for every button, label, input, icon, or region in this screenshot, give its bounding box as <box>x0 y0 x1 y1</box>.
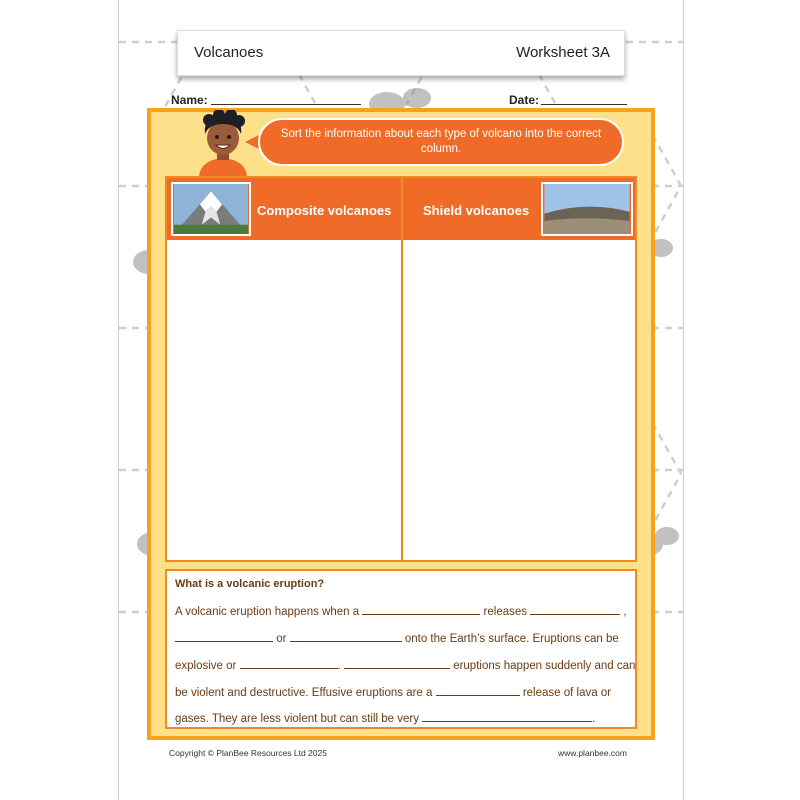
blank-5[interactable] <box>240 658 338 669</box>
blank-8[interactable] <box>422 711 592 722</box>
blank-6[interactable] <box>344 658 450 669</box>
worksheet-topic: Volcanoes <box>194 44 264 61</box>
question-box <box>165 569 637 729</box>
title-bar <box>177 30 625 76</box>
question-line-3: explosive or . eruptions happen suddenly and can <box>175 660 636 672</box>
blank-3[interactable] <box>175 631 273 642</box>
website-link[interactable]: www.planbee.com <box>558 748 627 758</box>
instruction-text: Sort the information about each type of volcano into the correct column. <box>280 128 602 155</box>
blank-4[interactable] <box>290 631 402 642</box>
shield-column-header <box>403 178 635 240</box>
name-field[interactable] <box>211 92 361 105</box>
date-field[interactable] <box>541 92 627 105</box>
composite-column-header <box>167 178 401 240</box>
shield-volcano-photo <box>541 182 633 236</box>
question-line-5: gases. They are less violent but can still be very . <box>175 713 596 725</box>
blank-7[interactable] <box>436 685 520 696</box>
composite-column-title: Composite volcanoes <box>257 203 392 218</box>
blank-1[interactable] <box>362 604 480 615</box>
question-heading: What is a volcanic eruption? <box>175 578 325 590</box>
question-line-4: be violent and destructive. Effusive eruptions are a release of lava or <box>175 687 612 699</box>
name-label: Name: <box>171 93 208 107</box>
date-label: Date: <box>509 93 540 107</box>
question-line-2: or onto the Earth’s surface. Eruptions can be <box>175 631 619 645</box>
sorting-table <box>165 176 637 562</box>
instruction-speech-bubble <box>258 118 624 166</box>
composite-volcano-photo <box>171 182 251 236</box>
worksheet-page <box>118 0 684 800</box>
blank-2[interactable] <box>530 604 620 615</box>
composite-answer-area[interactable] <box>169 242 399 560</box>
shield-answer-area[interactable] <box>405 242 635 560</box>
copyright-notice: Copyright © PlanBee Resources Ltd 2025 <box>169 748 327 758</box>
shield-column-title: Shield volcanoes <box>423 203 530 218</box>
question-line-1: A volcanic eruption happens when a releases , <box>175 606 627 618</box>
child-character-icon <box>195 110 251 176</box>
worksheet-number: Worksheet 3A <box>516 44 610 61</box>
